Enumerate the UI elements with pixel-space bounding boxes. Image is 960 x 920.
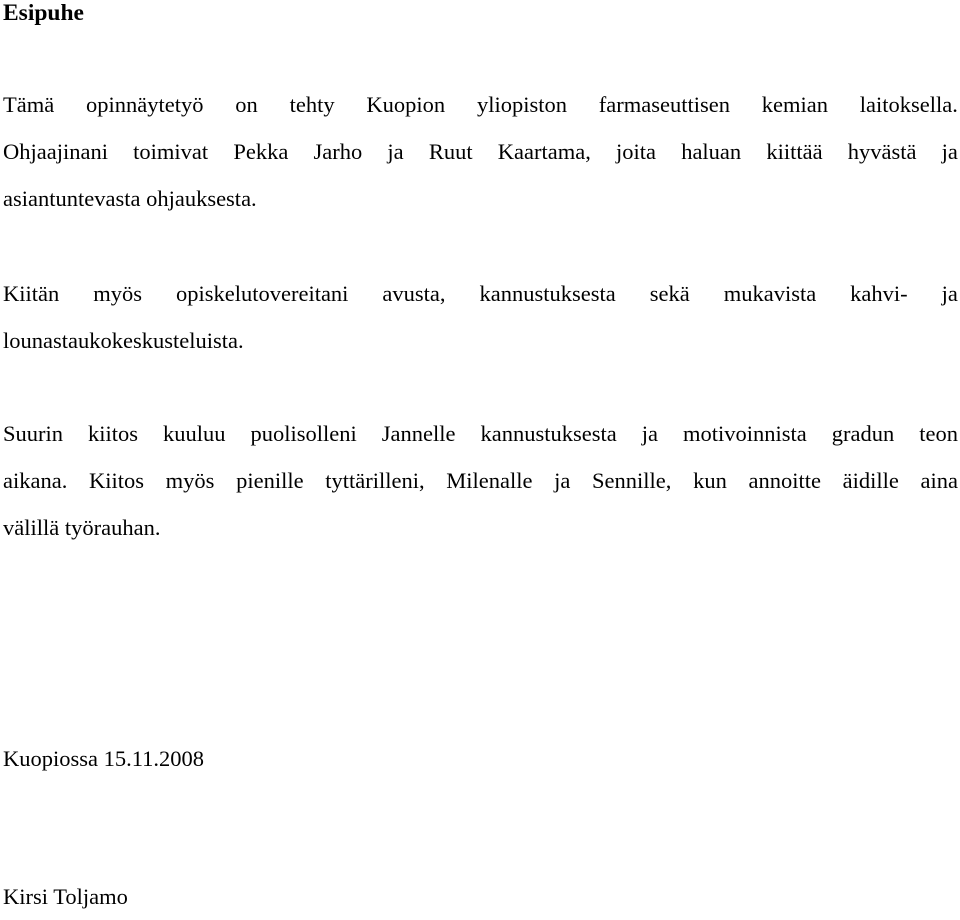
word: haluan — [681, 139, 742, 164]
word: yliopiston — [476, 92, 567, 117]
paragraph-classmates — [3, 270, 958, 364]
word: annoitte — [748, 468, 821, 493]
word: ja — [941, 281, 958, 306]
word: aikana. — [3, 468, 68, 493]
word: joita — [616, 139, 657, 164]
paragraph-line — [3, 81, 958, 128]
author-signature: Kirsi Toljamo — [3, 884, 128, 909]
word: opiskelutovereitani — [175, 281, 349, 306]
word: ja — [641, 421, 658, 446]
word: Jannelle — [381, 421, 456, 446]
paragraph-line: asiantuntevasta ohjauksesta. — [3, 186, 257, 211]
word: Pekka — [233, 139, 289, 164]
word: motivoinnista — [683, 421, 807, 446]
word: myös — [93, 281, 142, 306]
word: Suurin — [3, 421, 64, 446]
word: kannustuksesta — [480, 421, 617, 446]
word: avusta, — [382, 281, 446, 306]
word: Kuopion — [366, 92, 446, 117]
word: toimivat — [133, 139, 209, 164]
word: ja — [941, 139, 958, 164]
word: Ohjaajinani — [3, 139, 108, 164]
word: farmaseuttisen — [598, 92, 730, 117]
paragraph-line — [3, 410, 958, 457]
word: hyvästä — [847, 139, 917, 164]
word: opinnäytetyö — [86, 92, 204, 117]
word: Jarho — [313, 139, 363, 164]
paragraph-line: lounastaukokeskusteluista. — [3, 328, 244, 353]
word: Kaartama, — [497, 139, 591, 164]
page-title: Esipuhe — [3, 0, 84, 26]
word: kannustuksesta — [479, 281, 616, 306]
word: kiittää — [766, 139, 823, 164]
word: ja — [554, 468, 571, 493]
paragraph-line — [3, 128, 958, 175]
word: kuuluu — [163, 421, 226, 446]
word: puolisolleni — [250, 421, 357, 446]
word: kemian — [761, 92, 828, 117]
word: tyttärilleni, — [325, 468, 425, 493]
word: Milenalle — [446, 468, 533, 493]
word: pienille — [236, 468, 304, 493]
word: on — [235, 92, 258, 117]
word: ja — [387, 139, 404, 164]
paragraph-line — [3, 270, 958, 317]
word: äidille — [842, 468, 899, 493]
word: Tämä — [3, 92, 55, 117]
word: gradun — [831, 421, 895, 446]
word: kun — [693, 468, 727, 493]
word: sekä — [649, 281, 690, 306]
word: Kiitos — [89, 468, 145, 493]
word: laitoksella. — [859, 92, 958, 117]
word: Sennille, — [592, 468, 672, 493]
word: myös — [165, 468, 215, 493]
word: tehty — [289, 92, 335, 117]
word: teon — [919, 421, 958, 446]
paragraph-family — [3, 410, 958, 551]
word: kiitos — [88, 421, 139, 446]
word: kahvi- — [850, 281, 908, 306]
word: Ruut — [428, 139, 473, 164]
word: Kiitän — [3, 281, 60, 306]
paragraph-line — [3, 457, 958, 504]
paragraph-line: välillä työrauhan. — [3, 515, 161, 540]
paragraph-supervisors — [3, 81, 958, 222]
word: aina — [920, 468, 958, 493]
word: mukavista — [723, 281, 817, 306]
place-and-date: Kuopiossa 15.11.2008 — [3, 746, 205, 771]
